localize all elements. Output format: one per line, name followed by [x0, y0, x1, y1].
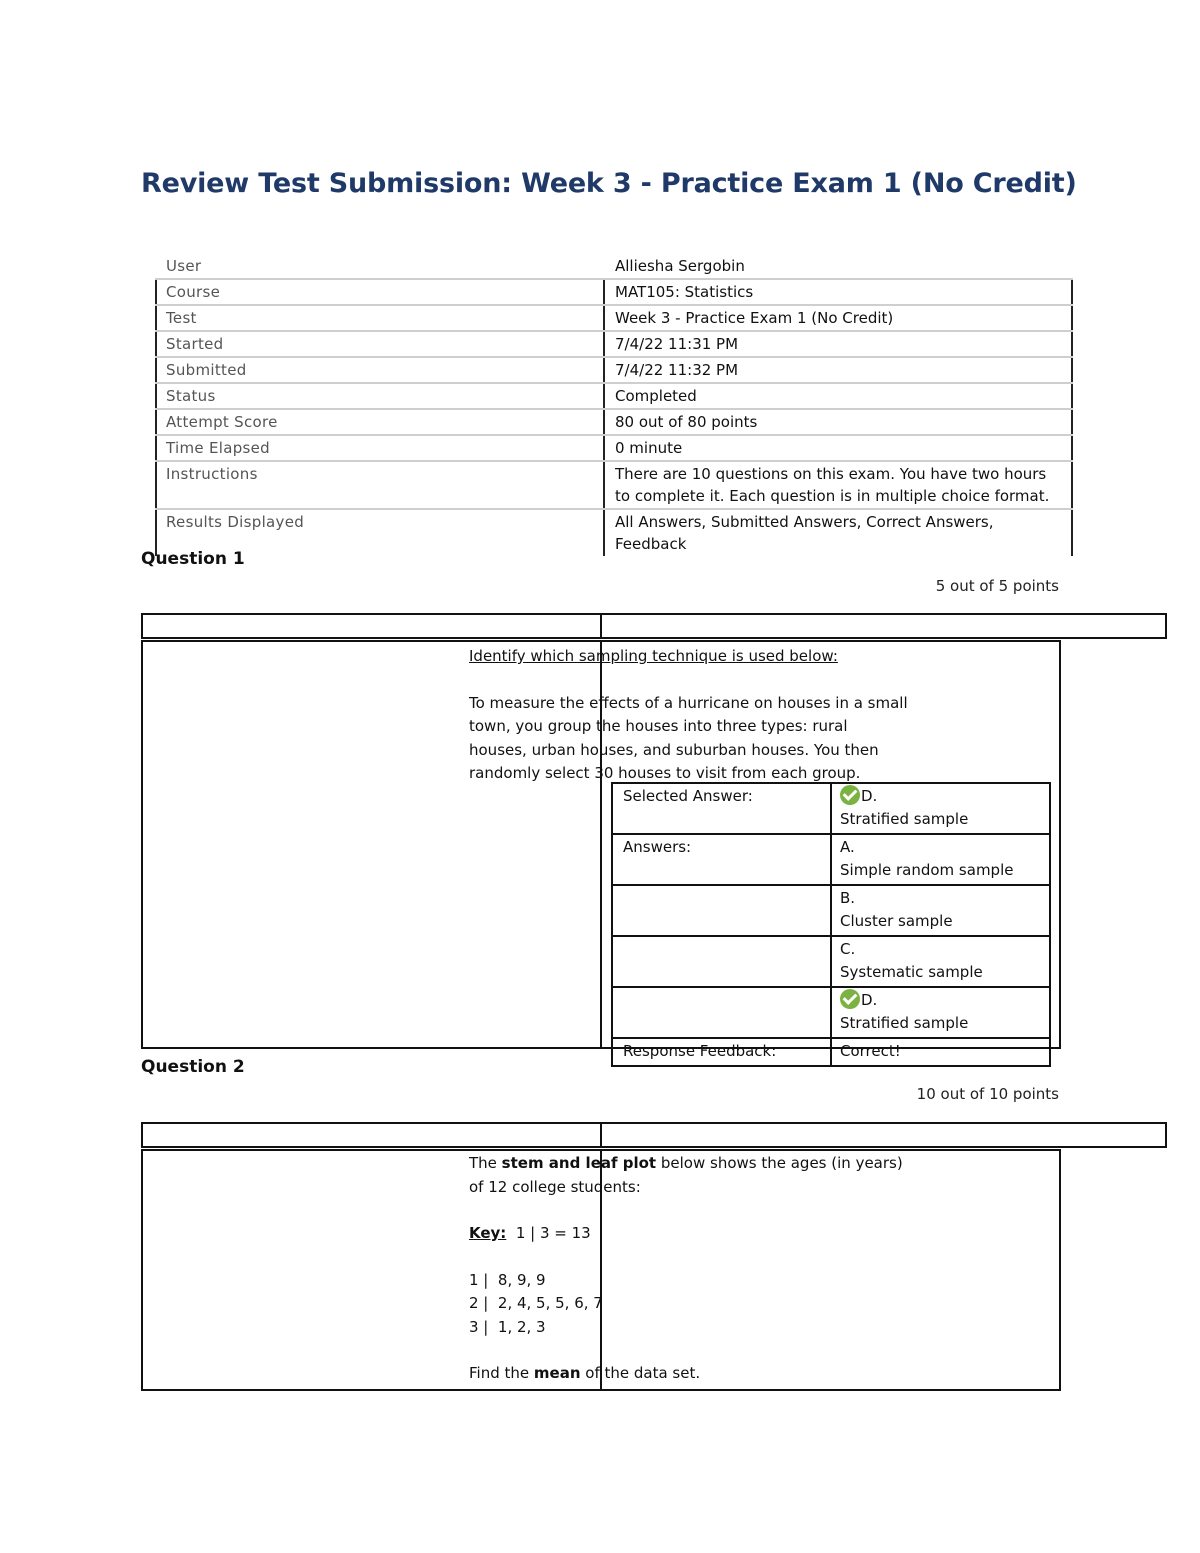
question-intro: The stem and leaf plot below shows the ages (in years) of 12 college students: — [469, 1154, 903, 1196]
answer-text: Simple random sample — [840, 861, 1014, 879]
summary-label: Results Displayed — [155, 510, 603, 556]
answer-row-b — [611, 884, 1051, 935]
question-points: 5 out of 5 points — [935, 577, 1059, 595]
check-icon — [840, 989, 860, 1009]
answer-row-d — [611, 986, 1051, 1037]
summary-row-attempt-score — [155, 410, 1073, 436]
summary-row-started — [155, 332, 1073, 358]
question-ask: Find the mean of the data set. — [469, 1364, 701, 1382]
answer-text: Systematic sample — [840, 963, 983, 981]
answer-row-a — [611, 833, 1051, 884]
summary-label: Instructions — [155, 462, 603, 508]
question-text — [469, 1152, 909, 1386]
answer-row-c — [611, 935, 1051, 986]
summary-value: Completed — [603, 384, 1073, 408]
feedback-text: Correct! — [830, 1039, 1051, 1065]
question-scenario: To measure the effects of a hurricane on houses in a small town, you group the houses into three types: rural houses, urban houses, and suburban houses. You then randomly select 30 houses to visit from each group. — [469, 693, 908, 782]
question-header-bar — [141, 613, 1167, 639]
summary-label: Status — [155, 384, 603, 408]
plot-key: Key: 1 | 3 = 13 — [469, 1224, 591, 1242]
page-title: Review Test Submission: Week 3 - Practice Exam 1 (No Credit) — [141, 168, 1077, 199]
summary-label: Test — [155, 306, 603, 330]
feedback-label: Response Feedback: — [611, 1039, 830, 1065]
summary-value: 0 minute — [603, 436, 1073, 460]
summary-value: 7/4/22 11:32 PM — [603, 358, 1073, 382]
summary-label: Course — [155, 280, 603, 304]
summary-row-time-elapsed — [155, 436, 1073, 462]
summary-row-user — [155, 254, 1073, 280]
answer-letter: D. — [861, 991, 878, 1009]
summary-row-test — [155, 306, 1073, 332]
summary-label: User — [166, 257, 202, 275]
summary-value: All Answers, Submitted Answers, Correct Answers, Feedback — [603, 510, 1073, 556]
summary-row-results-displayed — [155, 510, 1073, 556]
answers-label: Answers: — [611, 835, 830, 884]
question-prompt: Identify which sampling technique is used below: — [469, 647, 838, 665]
question-header-bar — [141, 1122, 1167, 1148]
submission-summary-table — [155, 254, 1073, 556]
answer-text: Stratified sample — [840, 810, 969, 828]
answer-text: Cluster sample — [840, 912, 953, 930]
question-text — [469, 645, 909, 786]
summary-label: Submitted — [155, 358, 603, 382]
summary-value: 80 out of 80 points — [603, 410, 1073, 434]
summary-row-status — [155, 384, 1073, 410]
response-feedback-row — [611, 1037, 1051, 1067]
summary-value: 7/4/22 11:31 PM — [603, 332, 1073, 356]
summary-row-instructions — [155, 462, 1073, 510]
question-heading: Question 1 — [141, 549, 245, 569]
stem-row: 3 | 1, 2, 3 — [469, 1317, 546, 1336]
stem-row: 1 | 8, 9, 9 — [469, 1270, 546, 1289]
check-icon — [840, 785, 860, 805]
summary-value: There are 10 questions on this exam. You have two hours to complete it. Each question is in multiple choice format. — [603, 462, 1073, 508]
question-heading: Question 2 — [141, 1057, 245, 1077]
summary-value: Alliesha Sergobin — [615, 257, 745, 275]
selected-answer-label: Selected Answer: — [611, 784, 830, 833]
summary-value: Week 3 - Practice Exam 1 (No Credit) — [603, 306, 1073, 330]
summary-label: Time Elapsed — [155, 436, 603, 460]
selected-answer-row — [611, 782, 1051, 833]
answer-letter: B. — [840, 889, 856, 907]
summary-label: Attempt Score — [155, 410, 603, 434]
answer-letter: C. — [840, 940, 856, 958]
answer-letter: D. — [861, 787, 878, 805]
summary-value: MAT105: Statistics — [603, 280, 1073, 304]
question-points: 10 out of 10 points — [916, 1085, 1059, 1103]
summary-row-submitted — [155, 358, 1073, 384]
stem-row: 2 | 2, 4, 5, 5, 6, 7 — [469, 1294, 603, 1312]
answer-text: Stratified sample — [840, 1014, 969, 1032]
answer-table — [611, 782, 1051, 1067]
summary-label: Started — [155, 332, 603, 356]
summary-row-course — [155, 280, 1073, 306]
answer-letter: A. — [840, 838, 855, 856]
